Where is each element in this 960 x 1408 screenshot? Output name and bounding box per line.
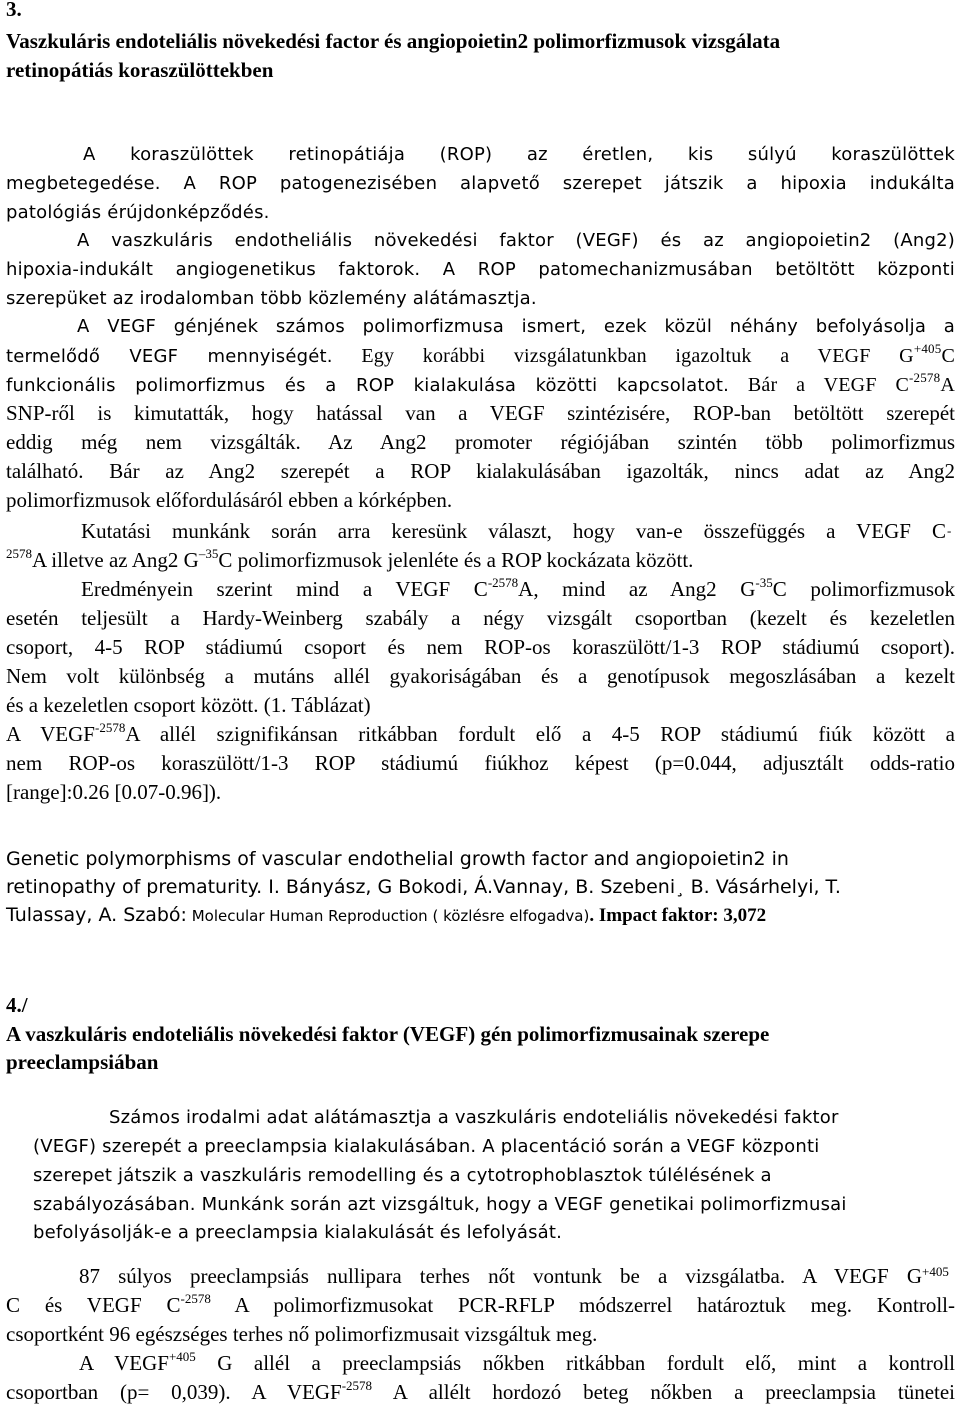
section-3-title-line-1: Vaszkuláris endoteliális növekedési factor és angiopoietin2 polimorfizmusok vizsgálata	[6, 29, 781, 53]
s3-p5-line-2: esetén teljesült a Hardy-Weinberg szabály a négy vizsgált csoportban (kezelt és kezeletlen	[6, 606, 955, 630]
s3-p1-line-1: A koraszülöttek retinopátiája (ROP) az éretlen, kis súlyú koraszülöttek	[83, 144, 955, 165]
s3-reference-line-3	[6, 904, 766, 927]
s3-p3-line-4: SNP-ről is kimutatták, hogy hatással van a VEGF szintézisére, ROP-ban betöltött szerepét	[6, 401, 955, 425]
s3-p3-line-5: eddig még nem vizsgálták. Az Ang2 promoter régiójában szintén több polimorfizmus	[6, 430, 955, 454]
s3-reference-line-2: retinopathy of prematurity. I. Bányász, G Bokodi, Á.Vannay, B. Szebeni¸ B. Vásárhelyi, T.	[6, 876, 841, 898]
s4-p1-line-1: Számos irodalmi adat alátámasztja a vaszkuláris endoteliális növekedési faktor	[109, 1107, 839, 1128]
s3-p4-sup-35: –35	[198, 546, 219, 561]
s4-p2-line-1: 87 súlyos preeclampsiás nullipara terhes nőt vontunk be a vizsgálatba. A VEGF G	[79, 1264, 922, 1288]
s4-p2-line-2a: C és VEGF C	[6, 1293, 181, 1317]
section-3-number: 3.	[6, 0, 22, 21]
s3-p5-line-1c: C polimorfizmusok	[772, 577, 955, 601]
s3-p4-line-1: Kutatási munkánk során arra keresünk választ, hogy van-e összefüggés a VEGF C	[81, 519, 946, 543]
s3-p3-line-2	[6, 341, 956, 368]
s3-p5-line-5: és a kezeletlen csoport között. (1. Táblázat)	[6, 693, 371, 717]
s4-p1-line-2: (VEGF) szerepét a preeclampsia kialakulásában. A placentáció során a VEGF központi	[33, 1136, 820, 1157]
section-3-title-line-2: retinopátiás koraszülöttekben	[6, 58, 274, 82]
s3-p5-sup-2578: -2578	[487, 575, 519, 590]
s3-p3-a: A	[940, 374, 955, 396]
s3-p3-line-3a: funkcionális polimorfizmus és a ROP kialakulása közötti kapcsolatot.	[6, 375, 730, 396]
document-page: 3. Vaszkuláris endoteliális növekedési factor és angiopoietin2 polimorfizmusok vizsgálata retinopátiás koraszülöttekben A koraszülöttek retinopátiája (ROP) az éretlen, kis súlyú koraszülöttek megbetegedése. A ROP patogenezisében alapvető szerepet játszik a hipoxia indukálta patológiás érújdonképződés. A vaszkuláris endotheliális növekedési faktor (VEGF) és az angiopoietin2 (Ang2) hipoxia-indukált angiogenetikus faktorok. A ROP patomechanizmusában betöltött központi szerepüket az irodalomban több közlemény alátámasztja. A VEGF génjének számos polimorfizmusa ismert, ezek közül néhány befolyásolja a termelődő VEGF mennyiségét. Egy korábbi vizsgálatunkban igazoltuk a VEGF $G^{+405}C$ funkcionális polimorfizmus és a ROP kialakulása közötti kapcsolatot. Bár a VEGF $C^{-2578}A$ SNP-ről is kimutatták, hogy hatással van a VEGF szintézisére, ROP-ban betöltött szerepét eddig még nem vizsgálták. Az Ang2 promoter régiójában szintén több polimorfizmus található. Bár az Ang2 szerepét a ROP kialakulásában igazolták, nincs adat az Ang2 polimorfizmusok előfordulásáról ebben a kórképben. Kutatási munkánk során arra keresünk választ, hogy van-e összefüggés a VEGF C - $^{2578}$A illetve az Ang2 $G^{-35}C$ polimorfizmusok jelenléte és a ROP kockázata között. Eredményein szerint mind a VEGF $C^{-2578}A$, mind az Ang2 $G^{-35}C$ polimorfizmusok esetén teljesült a Hardy-Weinberg szabály a négy vizsgált csoportban (kezelt és kezeletlen csoport, 4-5 ROP stádiumú csoport és nem ROP-os koraszülött/1-3 ROP stádiumú csoport). Nem volt különbség a mutáns allél gyakoriságában és a genotípusok megoszlásában a kezelt és a kezeletlen csoport között. (1. Táblázat) A $VEGF^{-2578}A$ allél szignifikánsan ritkábban fordult elő a 4-5 ROP stádiumú fiúk között a nem ROP-os koraszülött/1-3 ROP stádiumú fiúkhoz képest (p=0.044, adjusztált odds-ratio [range]:0.26 [0.07-0.96]). Genetic polymorphisms of vascular endothelial growth factor and angiopoietin2 in retinopathy of prematurity. I. Bányász, G Bokodi, Á.Vannay, B. Szebeni¸ B. Vásárhelyi, T. Tulassay, A. Szabó: Molecular Human Reproduction ( közlésre elfogadva). Impact faktor: 3,072 4./ A vaszkuláris endoteliális növekedési faktor (VEGF) gén polimorfizmusainak szerepe preeclampsiában Számos irodalmi adat alátámasztja a vaszkuláris endoteliális növekedési faktor (VEGF) szerepét a preeclampsia kialakulásában. A placentáció során a VEGF központi szerepet játszik a vaszkuláris remodelling és a cytotrophoblasztok túlélésének a szabályozásában. Munkánk során azt vizsgáltuk, hogy a VEGF genetikai polimorfizmusai befolyásolják-e a preeclampsia kialakulását és lefolyását. 87 súlyos preeclampsiás nullipara terhes nőt vontunk be a vizsgálatba. A VEGF G +405 C és VEGF $C^{-2578}$ A polimorfizmusokat PCR-RFLP módszerrel határoztuk meg. Kontroll- csoportként 96 egészséges terhes nő polimorfizmusait vizsgáltuk meg. A $VEGF^{+405}$ G allél a preeclampsiás nőkben ritkábban fordult elő, mint a kontroll csoportban (p= 0,039). A $VEGF^{-2578}$ A allélt hordozó beteg nőkben a preeclampsia tünetei	[0, 0, 960, 1408]
s4-p3-line-2a: csoportban (p= 0,039). A VEGF	[6, 1380, 342, 1404]
s3-p4-line-2b: C polimorfizmusok jelenléte és a ROP kockázata között.	[218, 548, 694, 572]
s3-p3-sup-2578: -2578	[909, 370, 941, 385]
s4-p3-line-1	[79, 1351, 955, 1376]
s3-reference-impact: . Impact faktor: 3,072	[589, 905, 767, 926]
s3-p5-line-1	[81, 577, 955, 602]
s4-p3-line-2b: A allélt hordozó beteg nőkben a preeclampsia tünetei	[372, 1380, 956, 1404]
s4-p1-line-3: szerepet játszik a vaszkuláris remodelling és a cytotrophoblasztok túlélésének a	[33, 1165, 772, 1186]
s3-p3-line-7: polimorfizmusok előfordulásáról ebben a kórképben.	[6, 488, 453, 512]
s4-p2-line-3: csoportként 96 egészséges terhes nő polimorfizmusait vizsgáltuk meg.	[6, 1322, 598, 1346]
s4-p2-line-2	[6, 1293, 955, 1318]
s4-p3-sup-405: +405	[168, 1349, 196, 1364]
s3-p5-line-3: csoport, 4-5 ROP stádiumú csoport és nem ROP-os koraszülött/1-3 ROP stádiumú csoport).	[6, 635, 955, 659]
s3-p4-line-2a: A illetve az Ang2 G	[32, 548, 199, 572]
s3-reference-journal: Molecular Human Reproduction ( közlésre elfogadva)	[186, 907, 590, 925]
s4-p2-line-2b: A polimorfizmusokat PCR-RFLP módszerrel határoztuk meg. Kontroll-	[210, 1293, 956, 1317]
s4-p2-sup-2578: -2578	[180, 1291, 211, 1306]
s3-p6-line-3: [range]:0.26 [0.07-0.96]).	[6, 780, 222, 804]
s3-p2-line-2a: hipoxia-indukált angiogenetikus faktorok.	[6, 259, 421, 280]
s4-p3-line-1a: A VEGF	[79, 1351, 169, 1375]
s3-p3-c: C	[941, 345, 956, 367]
s3-p6-sup-2578: -2578	[94, 720, 126, 735]
s3-p6-line-1	[6, 722, 955, 747]
s3-p5-line-1a: Eredményein szerint mind a VEGF C	[81, 577, 488, 601]
s4-p3-sup-2578: -2578	[341, 1378, 373, 1393]
s3-p4-prefix-2578: 2578	[6, 546, 32, 561]
s3-p3-sup-405: +405	[913, 341, 942, 356]
s3-p5-line-1b: A, mind az Ang2 G	[518, 577, 756, 601]
s4-p1-line-5: befolyásolják-e a preeclampsia kialakulását és lefolyását.	[33, 1222, 563, 1243]
s3-p3-line-6: található. Bár az Ang2 szerepét a ROP kialakulásában igazolták, nincs adat az Ang2	[6, 459, 955, 483]
s3-p1-line-3: patológiás érújdonképződés.	[6, 202, 270, 223]
s4-p3-line-2	[6, 1380, 955, 1405]
section-4-title-line-2: preeclampsiában	[6, 1050, 159, 1074]
s3-p2-line-1: A vaszkuláris endotheliális növekedési faktor (VEGF) és az angiopoietin2 (Ang2)	[77, 230, 955, 251]
s3-p4-line-2	[6, 548, 693, 573]
s4-p3-line-1b: G allél a preeclampsiás nőkben ritkábban fordult elő, mint a kontroll	[195, 1351, 955, 1375]
s3-p6-line-1a: A VEGF	[6, 722, 95, 746]
s3-p5-sup-35: -35	[755, 575, 773, 590]
s3-p2-line-2b: A ROP patomechanizmusában betöltött központi	[420, 259, 955, 280]
s3-p5-line-4: Nem volt különbség a mutáns allél gyakoriságában és a genotípusok megoszlásában a kezelt	[6, 664, 955, 688]
s3-p6-line-2: nem ROP-os koraszülött/1-3 ROP stádiumú fiúkhoz képest (p=0.044, adjusztált odds-ratio	[6, 751, 955, 775]
s3-p3-line-2b: Egy korábbi vizsgálatunkban igazoltuk a VEGF G	[332, 345, 914, 367]
s3-reference-authors: Tulassay, A. Szabó:	[6, 904, 187, 926]
s3-p6-line-1b: A allél szignifikánsan ritkábban fordult elő a 4-5 ROP stádiumú fiúk között a	[125, 722, 956, 746]
s3-p2-line-3: szerepüket az irodalomban több közlemény alátámasztja.	[6, 288, 537, 309]
s3-p1-line-2: megbetegedése. A ROP patogenezisében alapvető szerepet játszik a hipoxia indukálta	[6, 173, 955, 194]
s4-p1-line-4: szabályozásában. Munkánk során azt vizsgáltuk, hogy a VEGF genetikai polimorfizmusai	[33, 1194, 847, 1215]
s3-p3-line-3b: Bár a VEGF C	[729, 374, 909, 396]
s3-p3-line-3	[6, 370, 955, 397]
s3-reference-line-1: Genetic polymorphisms of vascular endothelial growth factor and angiopoietin2 in	[6, 848, 789, 870]
section-4-number: 4./	[6, 993, 28, 1017]
s3-p2-line-2	[6, 259, 955, 280]
s3-p3-line-2a: termelődő VEGF mennyiségét.	[6, 346, 333, 367]
s3-p3-line-1: A VEGF génjének számos polimorfizmusa ismert, ezek közül néhány befolyásolja a	[77, 316, 955, 337]
section-4-title-line-1: A vaszkuláris endoteliális növekedési faktor (VEGF) gén polimorfizmusainak szerepe	[6, 1022, 770, 1046]
